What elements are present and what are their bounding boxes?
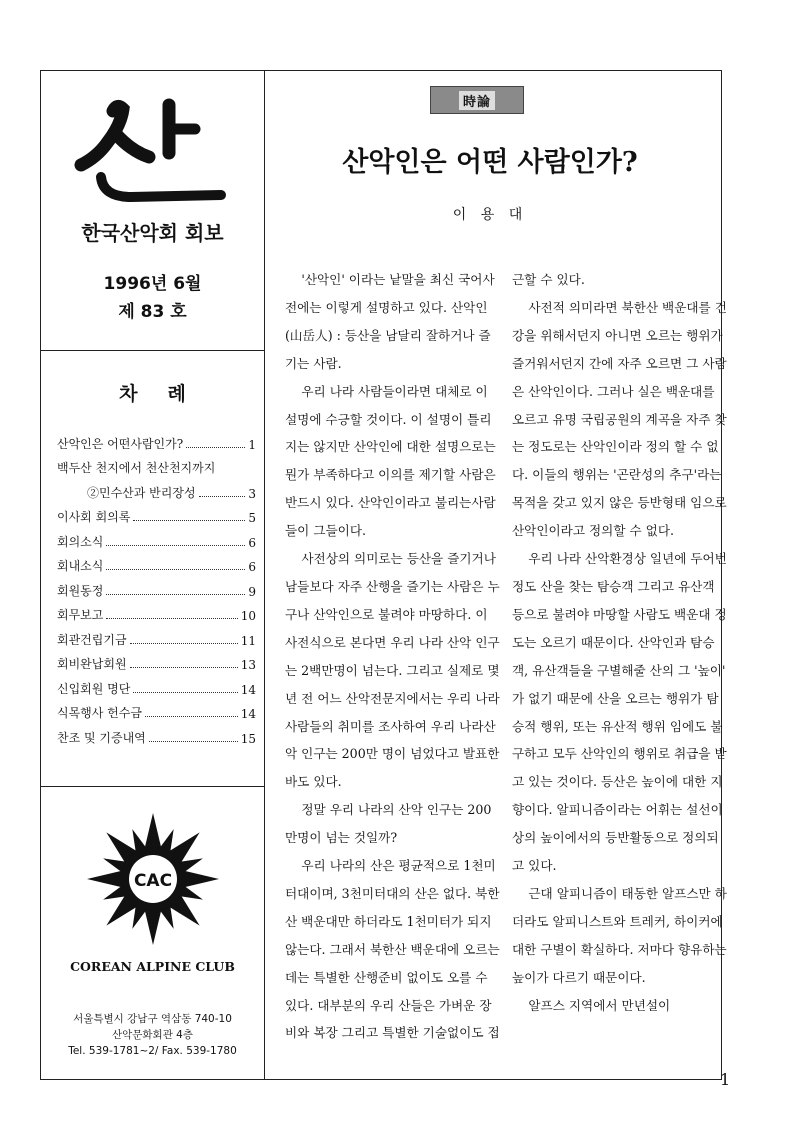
toc-item[interactable] [57,672,256,697]
club-address: 서울특별시 강남구 역삼동 740-10 [73,1013,232,1025]
article-column-2 [512,266,727,1019]
toc-leader [149,741,238,742]
toc-item-page: 14 [240,707,256,721]
toc-leader [145,716,238,717]
masthead-subtitle: 한국산악회 회보 [81,221,224,245]
table-of-contents [41,351,264,787]
toc-item-title: 식목행사 헌수금 [57,706,142,720]
masthead [41,71,264,351]
club-info [41,787,264,1081]
page-number: 1 [720,1070,731,1089]
toc-item[interactable] [57,623,256,648]
toc-item-title: 산악인은 어떤사람인가? [57,436,184,451]
sidebar [41,71,265,1079]
toc-leader [106,594,245,595]
article-column-1 [285,266,500,1047]
emblem-text: CAC [133,871,173,891]
toc-item-page: 10 [240,609,256,623]
toc-item-page: 6 [248,560,256,574]
article-author: 이 용 대 [452,207,528,223]
paragraph: 사전상의 의미로는 등산을 즐기거나 남들보다 자주 산행을 즐기는 사람은 누구나 산악인으로 불려야 마땅하다. 이 사전식으로 본다면 우리 나라 산악 인구는 2백만명이 넘는다. 그리고 실제로 몇년 전 어느 산악전문지에서는 우리 나라 사람들의 취미를 조사하여 우리 나라산악 인구는 200만 명이 넘었다고 발표한 바도 있다. [285,551,500,790]
toc-item-page: 13 [240,658,256,672]
toc-leader [106,618,237,619]
toc-item[interactable] [57,525,256,550]
toc-item-page: 14 [240,682,256,697]
paragraph: 근대 알피니즘이 태동한 알프스만 하더라도 알피니스트와 트레커, 하이커에 대한 구별이 확실하다. 저마다 향유하는 높이가 다르기 때문이다. [512,885,727,985]
paragraph: '산악인' 이라는 낱말을 최신 국어사전에는 이렇게 설명하고 있다. 산악인(山岳人) : 등산을 남달리 잘하거나 즐기는 사람. [285,272,495,371]
toc-item-title: 찬조 및 기증내역 [57,730,146,745]
toc-item-title: 회내소식 [57,559,104,573]
toc-list [57,427,256,746]
category-badge [430,86,524,114]
toc-item-page: 5 [248,511,256,525]
toc-item-title: 회관건립기금 [57,632,127,647]
toc-item-title: ②민수산과 반리장성 [87,485,196,500]
edelweiss-emblem-icon [85,807,221,951]
article-headline: 산악인은 어떤 사람인가? [342,147,638,178]
paragraph: 우리 나라 산악환경상 일년에 두어번 정도 산을 찾는 탐승객 그리고 유산객 등으로 불려야 마땅할 사람도 백운대 정도는 오르기 때문이다. 산악인과 탐승객, 유산객들을 구별해줄 산의 그 '높이' 가 없기 때문에 산을 오르는 행위가 탐승적 행위, 또는 유산적 행위 임에도 불구하고 모두 산악인의 행위로 취급을 받고 있는 것이다. 등산은 높이에 대한 지향이다. 알피니즘이라는 어휘는 설선이상의 높이에서의 등반활동으로 정의되고 있다. [512,551,727,874]
toc-item[interactable] [57,550,256,575]
paragraph: 사전적 의미라면 북한산 백운대를 건강을 위해서던지 아니면 오르는 행위가 즐거워서던지 간에 자주 오르면 그 사람은 산악인이다. 그러나 실은 백운대를 오르고 유명 국립공원의 계곡을 자주 찾는 정도로는 산악인이라 정의 할 수 없다. 이들의 행위는 '곤란성의 추구'라는 목적을 갖고 있지 않은 등반형태 임으로 산악인이라고 정의할 수 없다. [512,299,727,539]
toc-item[interactable] [57,427,256,452]
toc-item-title: 백두산 천지에서 천산천지까지 [57,461,216,475]
toc-leader [106,569,245,570]
club-contact: Tel. 539-1781~2/ Fax. 539-1780 [68,1045,237,1057]
toc-item[interactable] [57,574,256,599]
toc-item-title: 이사회 회의록 [57,510,131,524]
toc-leader [133,520,245,521]
toc-item-title: 회비완납회원 [57,657,127,671]
category-label: 時論 [459,91,495,110]
toc-title: 차례 [119,383,216,405]
issue-date: 1996년 6월 [103,274,202,294]
toc-item-page: 9 [248,584,256,599]
toc-item[interactable] [57,501,256,526]
mountain-calligraphy-logo [71,93,231,203]
toc-item[interactable] [57,476,256,501]
paragraph: 알프스 지역에서 만년설이 [528,997,671,1013]
toc-leader [130,643,238,644]
toc-item-page: 3 [248,486,256,501]
toc-item-title: 회무보고 [57,608,104,622]
paragraph: 근할 수 있다. [512,272,585,287]
toc-item[interactable] [57,721,256,746]
club-name: COREAN ALPINE CLUB [70,959,235,974]
toc-leader [106,545,245,546]
paragraph: 우리 나라의 산은 평균적으로 1천미터대이며, 3천미터대의 산은 없다. 북한산 백운대만 하더라도 1천미터가 되지 않는다. 그래서 북한산 백운대에 오르는 데는 특별한 산행준비 없이도 오를 수 있다. 대부분의 우리 산들은 가벼운 장비와 복장 그리고 특별한 기술없이도 접 [285,858,500,1041]
toc-leader [133,692,237,693]
toc-item-page: 11 [240,633,256,648]
toc-item-page: 1 [248,437,256,452]
toc-item-page: 15 [240,731,256,746]
toc-item-title: 회의소식 [57,534,104,549]
toc-item[interactable] [57,697,256,722]
paragraph: 정말 우리 나라의 산악 인구는 200만명이 넘는 것일까? [285,802,492,846]
toc-item-title: 회원동정 [57,583,104,598]
masthead-logo [71,93,231,207]
toc-leader [130,667,238,668]
toc-item-page: 6 [248,535,256,550]
toc-item[interactable] [57,452,256,477]
toc-leader [186,447,245,448]
toc-leader [199,496,246,497]
issue-number: 제 83 호 [118,302,187,322]
toc-item[interactable] [57,648,256,673]
toc-item[interactable] [57,599,256,624]
toc-item-title: 신입회원 명단 [57,681,131,696]
paragraph: 우리 나라 사람들이라면 대체로 이 설명에 수긍할 것이다. 이 설명이 틀리지는 않지만 산악인에 대한 설명으로는 뭔가 부족하다고 이의를 제기할 사람은 반드시 있다. 산악인이라고 불리는사람들이 그들이다. [285,383,496,539]
club-building: 산악문화회관 4층 [111,1029,194,1041]
